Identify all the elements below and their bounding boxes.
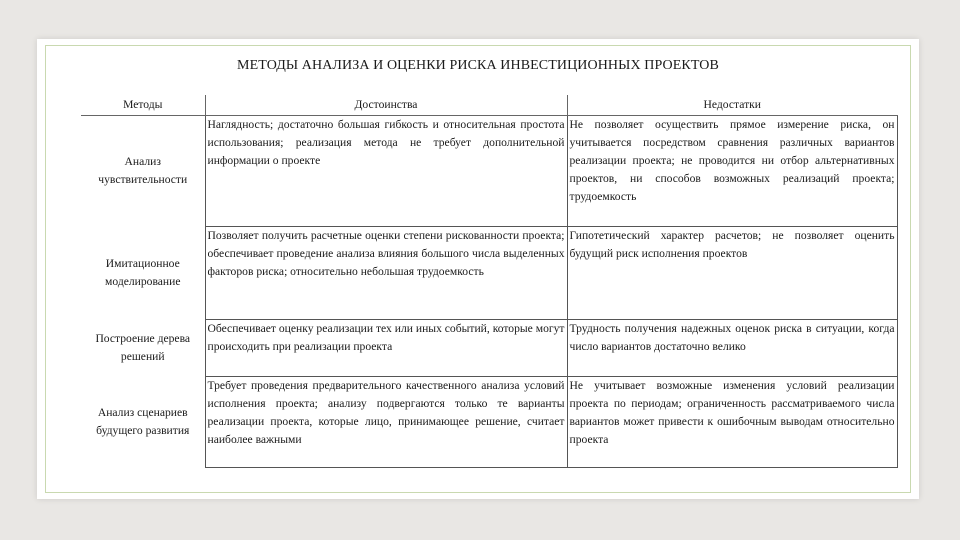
advantages-cell: Требует проведения предварительного качественного анализа условий исполнения проекта; анализу подвергаются только те варианты реализации проекта, которые лицо, принимающее решение, считает наиболее важными: [205, 377, 567, 468]
table-row: [81, 320, 897, 377]
disadvantages-cell: Гипотетический характер расчетов; не позволяет оценить будущий риск исполнения проектов: [567, 227, 897, 320]
slide: [37, 39, 919, 499]
slide-title: МЕТОДЫ АНАЛИЗА И ОЦЕНКИ РИСКА ИНВЕСТИЦИОННЫХ ПРОЕКТОВ: [237, 58, 719, 73]
table-row: [81, 116, 897, 227]
header-disadvantages: Недостатки: [567, 95, 897, 116]
disadvantages-cell: Трудность получения надежных оценок риска в ситуации, когда число вариантов достаточно велико: [567, 320, 897, 377]
method-name: Анализ чувствительности: [98, 155, 188, 187]
advantages-cell: Обеспечивает оценку реализации тех или иных событий, которые могут происходить при реализации проекта: [205, 320, 567, 377]
table-row: [81, 227, 897, 320]
method-name: Анализ сценариев будущего развития: [96, 406, 190, 437]
advantages-cell: Наглядность; достаточно большая гибкость и относительная простота использования; реализация метода не требует дополнительной информации о проекте: [205, 116, 567, 227]
header-advantages: Достоинства: [205, 95, 567, 116]
advantages-cell: Позволяет получить расчетные оценки степени рискованности проекта; обеспечивает проведение анализа влияния большого числа выделенных факторов риска; относительно небольшая трудоемкость: [205, 227, 567, 320]
method-name: Построение дерева решений: [95, 332, 191, 363]
table-header-row: [81, 95, 897, 116]
table-row: [81, 377, 897, 468]
disadvantages-cell: Не учитывает возможные изменения условий реализации проекта по периодам; ограниченность рассматриваемого числа вариантов может привести к ошибочным выводам относительно проекта: [567, 377, 897, 468]
method-name: Имитационное моделирование: [105, 257, 181, 288]
methods-table: [81, 95, 898, 468]
header-methods: Методы: [81, 95, 205, 116]
disadvantages-cell: Не позволяет осуществить прямое измерение риска, он учитывается посредством сравнения различных вариантов реализации проекта; не проводится ни отбор альтернативных проектов, ни способов возможных реализаций проекта; трудоемкость: [567, 116, 897, 227]
